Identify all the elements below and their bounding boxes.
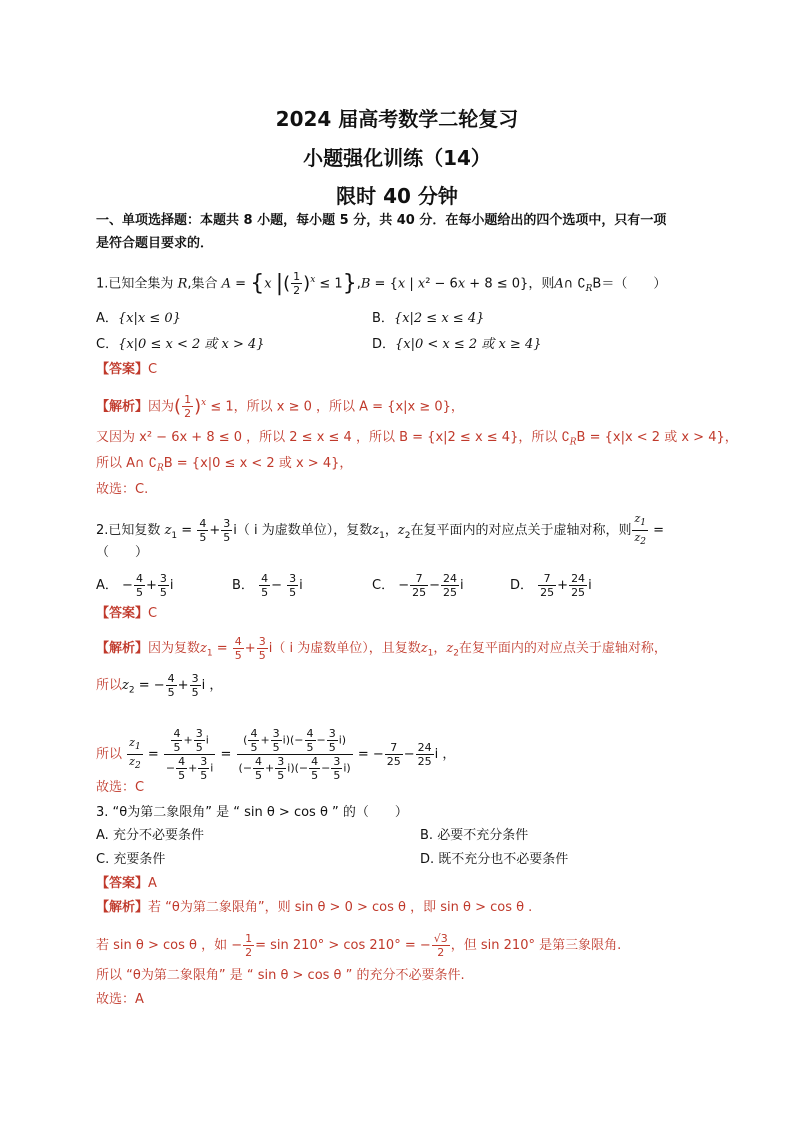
q2-stem: 2.已知复数 $z_1$ = $\frac{4}{5}$ + $\frac{3}{5}$ i（ i 为虚数单位），复数$z_1$，$z_2$在复平面内的对应点关于虚轴对称，则 $\frac{z_1}{z_2}$ = [96, 512, 665, 548]
q1-choose: 故选：C. [96, 482, 149, 497]
doc-time-limit: 限时 40 分钟 [336, 184, 458, 208]
q2-option-a[interactable]: A． − $\frac{4}{5}$ + $\frac{3}{5}$ i [96, 572, 174, 599]
q2-option-d[interactable]: D． $\frac{7}{25}$ + $\frac{24}{25}$ i [510, 572, 592, 599]
q1-option-d[interactable]: D．{x|0 < x ≤ 2 或 x ≥ 4} [372, 337, 542, 352]
q2-analysis-line3: 所以 $\frac{z_1}{z_2}$ = $\frac{4}{5}$ + $\frac{3}{5}$ i − $\frac{4}{5}$ + $\frac{3}{5}$ i = ( $\frac{4}{5}$ + $\frac{3}{5}$ i)(− $\frac{4}{5}$ − $\frac{3}{5}$ i) (− $\frac{4}{5}$ + $\frac{3}{5}$ i)(− $\frac{4}{5}$ − $\frac{3}{5}$ i) = − $\frac{7}{25}$ − $\frac{24}{25}$ i ， [96, 727, 456, 782]
q3-analysis-line1: 【解析】若 “θ为第二象限角”，则 sin θ > 0 > cos θ ，即 sin θ > cos θ . [96, 900, 533, 915]
q3-analysis-line2: 若 sin θ > cos θ ，如 − $\frac{1}{2}$ = sin 210° > cos 210° = − $\frac{√3}{2}$ ，但 sin 210° 是第三象限角. [96, 932, 622, 959]
q2-answer: 【答案】C [96, 606, 158, 621]
q1-analysis-line2: 又因为 x² − 6x + 8 ≤ 0 ，所以 2 ≤ x ≤ 4 ，所以 B = {x|2 ≤ x ≤ 4}，所以 $∁_RB = \{x|x < 2$ 或 x > 4}， [96, 430, 738, 448]
q1-analysis-line1: 【解析】因为( $\frac{1}{2}$ )$^x$ ≤ 1，所以 x ≥ 0 ，所以 A = {x|x ≥ 0}， [96, 393, 464, 421]
q2-choose: 故选：C [96, 780, 145, 795]
q2-analysis-line2: 所以$z_2$ = − $\frac{4}{5}$ + $\frac{3}{5}$ i ， [96, 672, 223, 699]
q1-option-c[interactable]: C．{x|0 ≤ x < 2 或 x > 4} [96, 337, 265, 352]
q3-option-a[interactable]: A. 充分不必要条件 [96, 828, 204, 843]
q1-stem: 1.已知全集为 R,集合 A = {x |( $\frac{1}{2}$ )$^x$ ≤ 1},B = {x | x² − 6x + 8 ≤ 0}，则A∩ $∁_RB=$（ ） [96, 270, 667, 298]
q3-option-b[interactable]: B. 必要不充分条件 [420, 828, 529, 843]
doc-title: 2024 届高考数学二轮复习 [275, 107, 519, 131]
section-heading-line2: 是符合题目要求的． [96, 236, 214, 251]
q3-analysis-line3: 所以 “θ为第二象限角” 是 “ sin θ > cos θ ” 的充分不必要条件. [96, 968, 465, 983]
q1-option-a[interactable]: A．{x|x ≤ 0} [96, 311, 181, 326]
q3-answer: 【答案】A [96, 876, 157, 891]
q3-option-c[interactable]: C. 充要条件 [96, 852, 166, 867]
q1-answer: 【答案】C [96, 362, 158, 377]
section-heading-line1: 一、单项选择题：本题共 8 小题，每小题 5 分，共 40 分．在每小题给出的四个选项中，只有一项 [96, 213, 667, 228]
q1-option-b[interactable]: B．{x|2 ≤ x ≤ 4} [372, 311, 485, 326]
q2-option-c[interactable]: C． − $\frac{7}{25}$ − $\frac{24}{25}$ i [372, 572, 464, 599]
q2-option-b[interactable]: B． $\frac{4}{5}$ − $\frac{3}{5}$ i [232, 572, 303, 599]
q3-stem: 3. “θ为第二象限角” 是 “ sin θ > cos θ ” 的（ ） [96, 805, 408, 820]
q2-analysis-line1: 【解析】因为复数$z_1$ = $\frac{4}{5}$ + $\frac{3}{5}$ i（ i 为虚数单位），且复数$z_1$，$z_2$在复平面内的对应点关于虚轴对称， [96, 635, 667, 662]
q2-stem-cont: （ ） [96, 545, 149, 560]
doc-subtitle: 小题强化训练（14） [303, 146, 491, 170]
q3-choose: 故选：A [96, 992, 144, 1007]
q3-option-d[interactable]: D. 既不充分也不必要条件 [420, 852, 569, 867]
q1-analysis-line3: 所以 A∩ $∁_RB = \{x|0 \le x < 2$ 或 x > 4}， [96, 456, 353, 474]
